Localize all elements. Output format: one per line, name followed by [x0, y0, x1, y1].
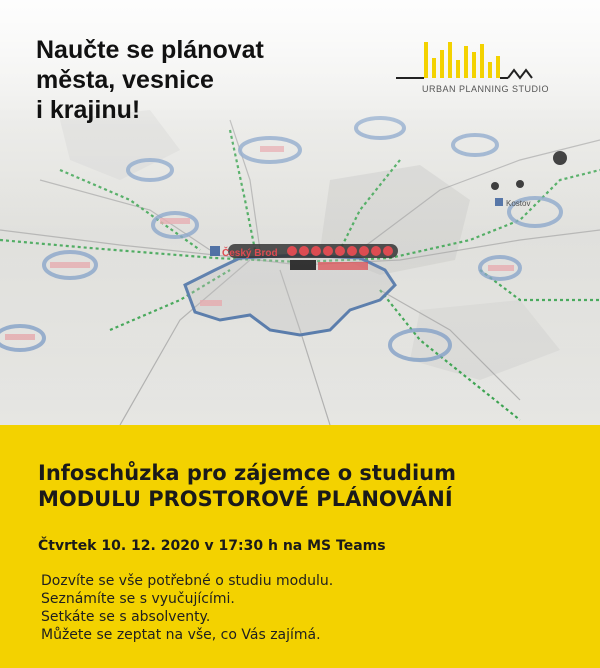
- detail-line: Dozvíte se vše potřebné o studiu modulu.: [41, 573, 334, 589]
- event-details: [41, 572, 333, 644]
- headline-line-1: Naučte se plánovat: [36, 36, 264, 64]
- studio-logo: [396, 38, 550, 98]
- detail-line: Můžete se zeptat na vše, co Vás zajímá.: [41, 627, 321, 643]
- logo-mark-icon: [396, 38, 546, 84]
- headline-line-3: i krajinu!: [36, 96, 141, 124]
- event-title-line-2: MODULU PROSTOROVÉ PLÁNOVÁNÍ: [38, 487, 453, 511]
- event-title-line-1: Infoschůzka pro zájemce o studium: [38, 461, 456, 485]
- detail-line: Seznámíte se s vyučujícími.: [41, 591, 235, 607]
- headline: [36, 35, 264, 125]
- headline-line-2: města, vesnice: [36, 66, 214, 94]
- detail-line: Setkáte se s absolventy.: [41, 609, 211, 625]
- event-date: Čtvrtek 10. 12. 2020 v 17:30 h na MS Teams: [38, 538, 386, 554]
- logo-text: URBAN PLANNING STUDIO: [422, 84, 550, 94]
- event-title: [38, 460, 456, 512]
- info-panel: [0, 425, 600, 668]
